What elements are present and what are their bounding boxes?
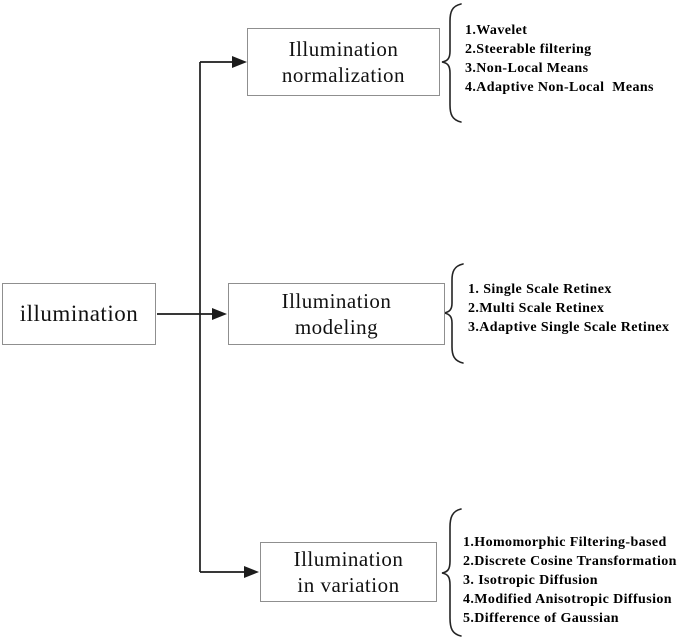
list-item: 2.Steerable filtering bbox=[465, 42, 592, 57]
node-illumination-normalization-label: Illumination normalization bbox=[281, 37, 406, 87]
node-illumination-in-variation bbox=[260, 542, 437, 602]
arrowhead-normalization-icon bbox=[232, 56, 247, 68]
list-item: 2.Discrete Cosine Transformation bbox=[463, 554, 677, 569]
node-illumination-modeling bbox=[228, 283, 445, 345]
list-item: 5.Difference of Gaussian bbox=[463, 611, 619, 626]
arrowhead-variation-icon bbox=[244, 566, 259, 578]
brace-variation-icon bbox=[442, 509, 461, 636]
list-item: 3. Isotropic Diffusion bbox=[463, 573, 598, 588]
node-illumination-in-variation-label: Illumination in variation bbox=[293, 547, 404, 597]
variation-method-list bbox=[463, 533, 679, 628]
braces bbox=[442, 4, 463, 636]
arrowhead-modeling-icon bbox=[212, 308, 227, 320]
brace-modeling-icon bbox=[444, 264, 463, 363]
list-item: 3.Adaptive Single Scale Retinex bbox=[468, 320, 670, 335]
list-item: 2.Multi Scale Retinex bbox=[468, 301, 605, 316]
brace-normalization-icon bbox=[442, 4, 461, 122]
list-item: 4.Modified Anisotropic Diffusion bbox=[463, 592, 672, 607]
modeling-method-list bbox=[468, 280, 679, 337]
list-item: 1.Wavelet bbox=[465, 23, 528, 38]
normalization-method-list bbox=[465, 21, 677, 97]
node-illumination-normalization bbox=[247, 28, 440, 96]
list-item: 1. Single Scale Retinex bbox=[468, 282, 612, 297]
list-item: 3.Non-Local Means bbox=[465, 61, 589, 76]
node-illumination-modeling-label: Illumination modeling bbox=[281, 289, 392, 339]
node-illumination-label: illumination bbox=[19, 301, 139, 326]
list-item: 1.Homomorphic Filtering-based bbox=[463, 535, 667, 550]
node-illumination bbox=[2, 283, 156, 345]
list-item: 4.Adaptive Non-Local Means bbox=[465, 80, 654, 95]
